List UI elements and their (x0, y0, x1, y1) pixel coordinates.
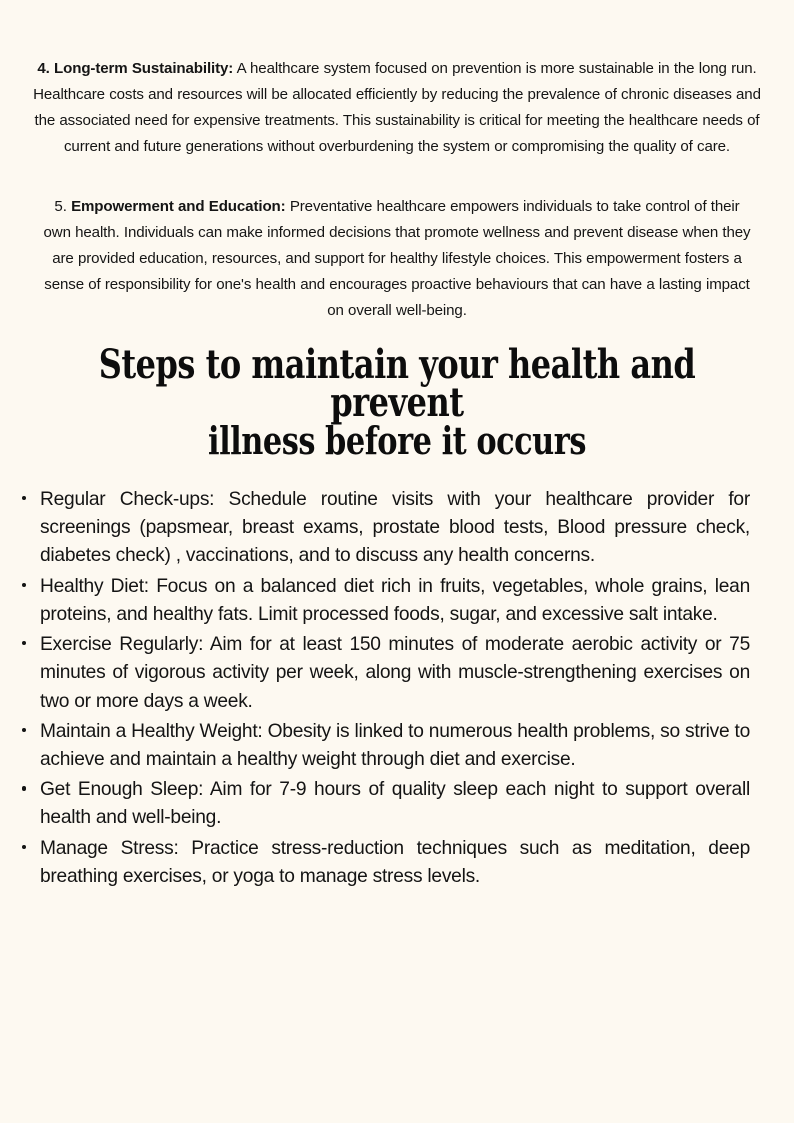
list-item-text: Regular Check-ups: Schedule routine visits with your healthcare provider for screenings (papsmear, breast exams, prostate blood tests, Blood pressure check, diabetes check) , vaccinations, and to discuss any health concerns. (40, 489, 750, 567)
paragraph-number: 5. (54, 197, 67, 215)
bullet-icon (22, 845, 26, 849)
bullet-icon (22, 786, 26, 790)
list-item (0, 486, 794, 571)
list-item (0, 776, 794, 832)
list-item-text: Healthy Diet: Focus on a balanced diet rich in fruits, vegetables, whole grains, lean proteins, and healthy fats. Limit processed foods, sugar, and excessive salt intake. (40, 575, 750, 625)
paragraph-title: Empowerment and Education: (71, 197, 286, 215)
list-item-text: Maintain a Healthy Weight: Obesity is linked to numerous health problems, so strive to achieve and maintain a healthy weight through diet and exercise. (40, 720, 750, 770)
list-item (0, 631, 794, 716)
paragraph-title: Long-term Sustainability: (54, 60, 234, 77)
numbered-paragraph-5 (40, 160, 754, 324)
bullet-icon (22, 496, 26, 500)
steps-list (0, 460, 794, 891)
list-item-text: Manage Stress: Practice stress-reduction techniques such as meditation, deep breathing exercises, or yoga to manage stress levels. (40, 837, 750, 887)
section-heading-line-1: Steps to maintain your health and prevent (98, 340, 696, 427)
paragraph-number: 4. (37, 60, 50, 77)
bullet-icon (22, 728, 26, 732)
paragraph-body: A healthcare system focused on prevention is more sustainable in the long run. Healthcare costs and resources will be allocated efficiently by reducing the prevalence of chronic diseases and the associated need for expensive treatments. This sustainability is critical for meeting the healthcare needs of current and future generations without overburdening the system or compromising the quality of care. (33, 60, 761, 155)
list-item (0, 718, 794, 774)
bullet-icon (22, 641, 26, 645)
bullet-icon (22, 583, 26, 587)
list-item-text: Exercise Regularly: Aim for at least 150 minutes of moderate aerobic activity or 75 minutes of vigorous activity per week, along with muscle-strengthening exercises on two or more days a week. (40, 634, 750, 712)
list-item-text: Get Enough Sleep: Aim for 7-9 hours of quality sleep each night to support overall health and well-being. (40, 779, 750, 829)
list-item (0, 835, 794, 891)
section-heading (79, 324, 714, 464)
list-item (0, 573, 794, 629)
numbered-paragraph-4 (25, 0, 769, 160)
paragraph-body: Preventative healthcare empowers individuals to take control of their own health. Individuals can make informed decisions that promote wellness and prevent disease when they are provided education, resources, and support for healthy lifestyle choices. This empowerment fosters a sense of responsibility for one's health and encourages proactive behaviours that can have a lasting impact on overall well-being. (43, 197, 751, 319)
section-heading-line-2: illness before it occurs (208, 418, 586, 464)
